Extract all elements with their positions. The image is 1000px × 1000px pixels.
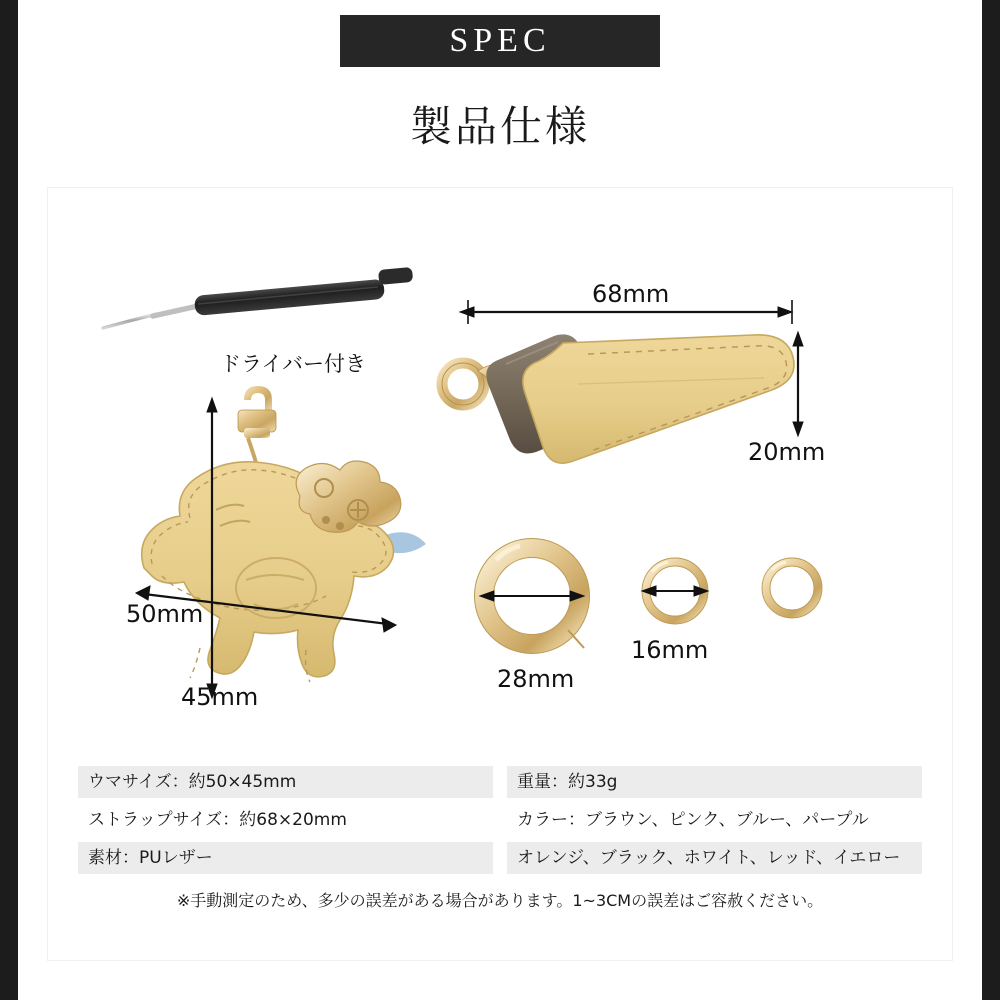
- spec-row: ウマサイズ：約50×45mm: [78, 766, 493, 798]
- strap-width-label: 20mm: [748, 438, 826, 466]
- horse-charm-illustration: [142, 386, 426, 682]
- spec-row: 素材：PUレザー: [78, 842, 493, 874]
- product-illustration: [48, 188, 952, 758]
- spec-banner: [340, 15, 660, 67]
- screwdriver-illustration: [103, 267, 413, 328]
- split-ring-label: 16mm: [631, 636, 709, 664]
- spec-column-left: [78, 766, 493, 880]
- spec-banner-label: SPEC: [449, 22, 551, 59]
- spring-ring-dimension-arrow: [480, 591, 584, 601]
- spec-table: [78, 766, 922, 880]
- page-title-box: [298, 80, 702, 168]
- strap-length-label: 68mm: [592, 280, 670, 308]
- spec-row: 重量：約33g: [507, 766, 922, 798]
- spec-row: カラー：ブラウン、ピンク、ブルー、パープル: [507, 804, 922, 836]
- spec-row: ストラップサイズ：約68×20mm: [78, 804, 493, 836]
- page-title: 製品仕様: [409, 102, 590, 151]
- strap-illustration: [442, 334, 794, 463]
- horse-height-label: 45mm: [181, 683, 259, 711]
- horse-width-label: 50mm: [126, 600, 204, 628]
- measurement-note: ※手動測定のため、多少の誤差がある場合があります。1~3CMの誤差はご容赦ください。: [176, 891, 824, 910]
- driver-caption: ドライバー付き: [220, 352, 366, 376]
- spec-column-right: [507, 766, 922, 880]
- spec-card: [48, 188, 952, 960]
- spring-ring-label: 28mm: [497, 665, 575, 693]
- spec-row: オレンジ、ブラック、ホワイト、レッド、イエロー: [507, 842, 922, 874]
- split-ring-dimension-arrow: [642, 586, 708, 596]
- split-ring-small-illustration: [762, 558, 822, 618]
- left-edge-bar: [0, 0, 18, 1000]
- right-edge-bar: [982, 0, 1000, 1000]
